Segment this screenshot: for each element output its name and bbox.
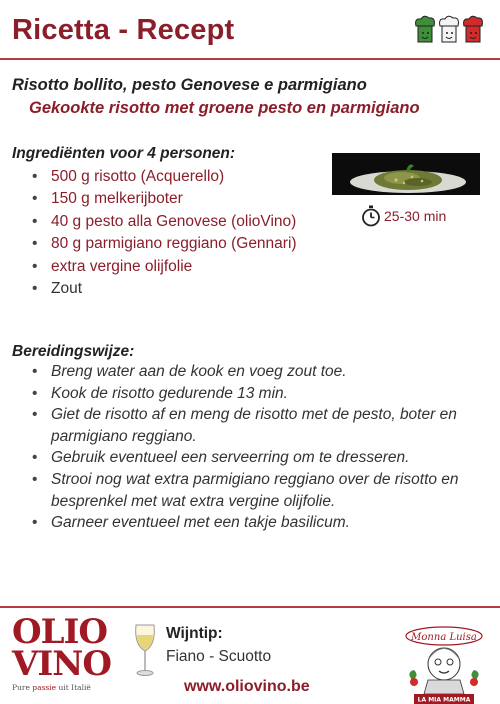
ingredient-item: • 40 g pesto alla Genovese (olioVino) <box>32 211 297 233</box>
risotto-photo <box>332 153 480 195</box>
ingredient-item: • 150 g melkerijboter <box>32 188 297 210</box>
chef-hats-logo <box>412 14 488 48</box>
wine-tip-label: Wijntip: <box>166 625 223 642</box>
page-header <box>0 0 500 62</box>
step-item: • Strooi nog wat extra parmigiano reggiano over de risotto en besprenkel met wat extra vergine olijfolie. <box>32 469 492 512</box>
step-item: • Breng water aan de kook en voeg zout toe. <box>32 361 492 383</box>
recipe-name-italian: Risotto bollito, pesto Genovese e parmigiano <box>12 76 367 94</box>
logo-tagline: Pure passie uit Italië <box>12 683 91 692</box>
wine-glass-icon <box>133 623 157 679</box>
chef-hat-red-icon <box>464 16 483 42</box>
step-item: • Gebruik eventueel een serveerring om te dresseren. <box>32 447 492 469</box>
page-title: Ricetta - Recept <box>12 14 235 46</box>
ingredient-item: • extra vergine olijfolie <box>32 256 297 278</box>
header-divider <box>0 58 500 60</box>
website-link[interactable]: www.oliovino.be <box>184 678 310 695</box>
ingredients-heading: Ingrediënten voor 4 personen: <box>12 145 236 162</box>
cooking-time-value: 25-30 min <box>384 208 447 224</box>
recipe-name-dutch: Gekookte risotto met groene pesto en parmigiano <box>29 99 420 117</box>
stopwatch-icon <box>361 205 381 227</box>
partner-logo-name: Monna Luisa <box>411 632 477 643</box>
preparation-steps <box>32 361 492 534</box>
logo-line-olio: OLIO <box>12 612 108 652</box>
ingredient-item: • Zout <box>32 278 297 300</box>
monna-luisa-logo <box>398 620 490 704</box>
partner-logo-banner: LA MIA MAMMA <box>417 696 471 704</box>
wine-tip-name: Fiano - Scuotto <box>166 648 272 665</box>
step-item: • Garneer eventueel met een takje basilicum. <box>32 512 492 534</box>
chef-hat-green-icon <box>416 16 435 42</box>
cooking-time <box>361 205 446 227</box>
ingredient-item: • 500 g risotto (Acquerello) <box>32 166 297 188</box>
ingredients-list <box>32 166 297 300</box>
preparation-heading: Bereidingswijze: <box>12 343 135 360</box>
page-footer <box>0 608 500 704</box>
ingredient-item: • 80 g parmigiano reggiano (Gennari) <box>32 233 297 255</box>
step-item: • Giet de risotto af en meng de risotto met de pesto, boter en parmigiano reggiano. <box>32 404 492 447</box>
chef-hat-white-icon <box>440 16 459 42</box>
oliovino-logo <box>12 612 111 696</box>
step-item: • Kook de risotto gedurende 13 min. <box>32 383 492 405</box>
logo-line-vino: VINO <box>12 644 111 684</box>
